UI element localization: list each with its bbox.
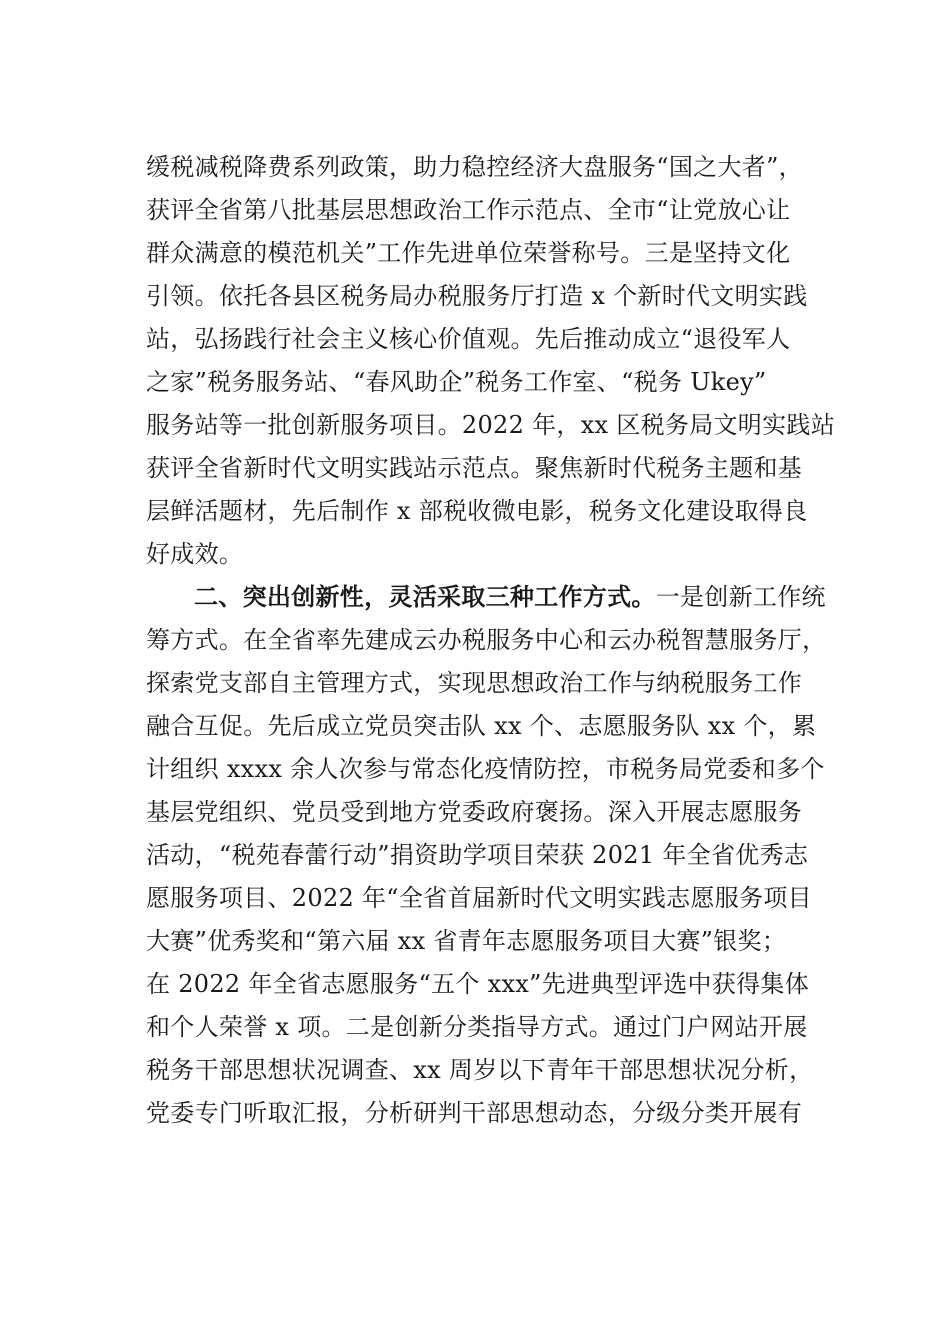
text-line: 筹方式。在全省率先建成云办税服务中心和云办税智慧服务厅， bbox=[146, 626, 827, 654]
text-line: 在 2022 年全省志愿服务“五个 xxx”先进典型评选中获得集体 bbox=[146, 970, 810, 998]
text-line: 好成效。 bbox=[146, 540, 244, 568]
text-line: 税务干部思想状况调查、xx 周岁以下青年干部思想状况分析， bbox=[146, 1056, 814, 1084]
text-line bbox=[146, 576, 846, 619]
text-line: 引领。依托各县区税务局办税服务厅打造 x 个新时代文明实践 bbox=[146, 282, 808, 310]
paragraph-2 bbox=[146, 576, 846, 1135]
text-line: 融合互促。先后成立党员突击队 xx 个、志愿服务队 xx 个，累 bbox=[146, 712, 817, 740]
section-heading: 二、突出创新性，灵活采取三种工作方式。 bbox=[194, 583, 656, 611]
text-line: 获评全省新时代文明实践站示范点。聚焦新时代税务主题和基 bbox=[146, 454, 803, 482]
text-line: 站，弘扬践行社会主义核心价值观。先后推动成立“退役军人 bbox=[146, 325, 791, 353]
text-line: 探索党支部自主管理方式，实现思想政治工作与纳税服务工作 bbox=[146, 669, 803, 697]
document-body bbox=[146, 146, 846, 1135]
text-line: 获评全省第八批基层思想政治工作示范点、全市“让党放心让 bbox=[146, 196, 791, 224]
text-line: 服务站等一批创新服务项目。2022 年，xx 区税务局文明实践站 bbox=[146, 411, 836, 439]
heading-line-rest: 一是创新工作统 bbox=[655, 583, 826, 611]
text-line: 活动，“税苑春蕾行动”捐资助学项目荣获 2021 年全省优秀志 bbox=[146, 841, 809, 869]
text-line: 愿服务项目、2022 年“全省首届新时代文明实践志愿服务项目 bbox=[146, 884, 812, 912]
text-line: 和个人荣誉 x 项。二是创新分类指导方式。通过门户网站开展 bbox=[146, 1013, 808, 1041]
text-line: 计组织 xxxx 余人次参与常态化疫情防控，市税务局党委和多个 bbox=[146, 755, 825, 783]
text-line: 党委专门听取汇报，分析研判干部思想动态，分级分类开展有 bbox=[146, 1099, 803, 1127]
text-line: 之家”税务服务站、“春风助企”税务工作室、“税务 Ukey” bbox=[146, 368, 767, 396]
paragraph-1 bbox=[146, 146, 846, 576]
text-line: 基层党组织、党员受到地方党委政府褒扬。深入开展志愿服务 bbox=[146, 798, 803, 826]
text-line: 群众满意的模范机关”工作先进单位荣誉称号。三是坚持文化 bbox=[146, 239, 791, 267]
text-line: 层鲜活题材，先后制作 x 部税收微电影，税务文化建设取得良 bbox=[146, 497, 808, 525]
text-line: 缓税减税降费系列政策，助力稳控经济大盘服务“国之大者”， bbox=[146, 153, 803, 181]
text-line: 大赛”优秀奖和“第六届 xx 省青年志愿服务项目大赛”银奖； bbox=[146, 927, 787, 955]
